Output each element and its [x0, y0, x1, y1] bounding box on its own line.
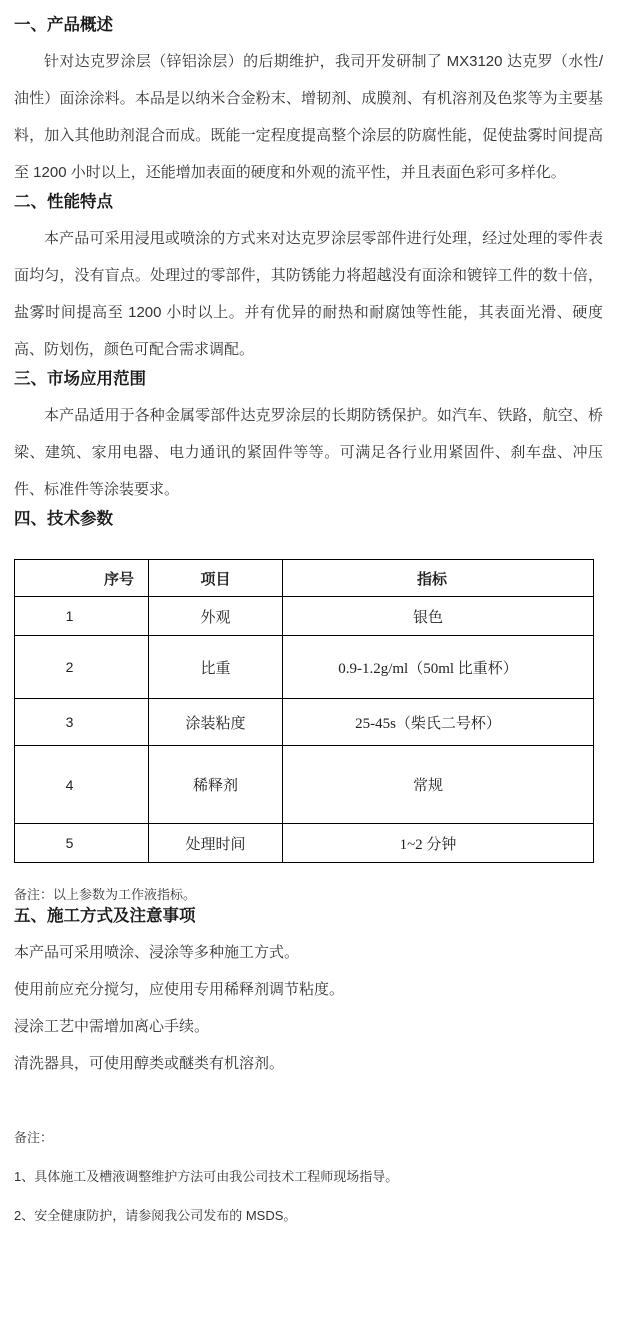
section-1-heading: 一、产品概述	[14, 16, 113, 34]
section-2-paragraph: 本产品可采用浸甩或喷涂的方式来对达克罗涂层零部件进行处理，经过处理的零件表面均匀，没有盲点。处理过的零部件，其防锈能力将超越没有面涂和镀锌工件的数十倍，盐雾时间提高至 1200 小时以上。并有优异的耐热和耐腐蚀等性能，其表面光滑、硬度高、防划伤，颜色可配合需求调配。	[14, 230, 603, 358]
table-cell: 银色	[283, 597, 594, 636]
table-note: 备注：以上参数为工作液指标。	[14, 887, 197, 902]
section-5-line: 本产品可采用喷涂、浸涂等多种施工方式。	[14, 944, 300, 961]
section-3-heading: 三、市场应用范围	[14, 370, 146, 388]
table-header-spec: 指标	[283, 560, 594, 597]
section-4-heading: 四、技术参数	[14, 510, 113, 528]
table-cell: 0.9-1.2g/ml（50ml 比重杯）	[283, 636, 594, 699]
remark-item: 1、具体施工及槽液调整维护方法可由我公司技术工程师现场指导。	[14, 1169, 399, 1184]
table-cell: 4	[15, 746, 149, 824]
table-cell: 5	[15, 824, 149, 863]
table-cell: 涂装粘度	[149, 699, 283, 746]
remark-item: 2、安全健康防护，请参阅我公司发布的 MSDS。	[14, 1208, 297, 1223]
table-header-item: 项目	[149, 560, 283, 597]
table-row	[15, 699, 594, 746]
table-row	[15, 636, 594, 699]
remarks-title: 备注：	[14, 1130, 54, 1145]
table-cell: 处理时间	[149, 824, 283, 863]
section-3-paragraph: 本产品适用于各种金属零部件达克罗涂层的长期防锈保护。如汽车、铁路，航空、桥梁、建筑、家用电器、电力通讯的紧固件等等。可满足各行业用紧固件、刹车盘、冲压件、标准件等涂装要求。	[14, 407, 603, 498]
tech-params-table	[14, 559, 594, 863]
section-2-heading: 二、性能特点	[14, 193, 113, 211]
table-header-row	[15, 560, 594, 597]
table-cell: 25-45s（柴氏二号杯）	[283, 699, 594, 746]
table-row	[15, 824, 594, 863]
table-cell: 比重	[149, 636, 283, 699]
table-cell: 1~2 分钟	[283, 824, 594, 863]
section-5-line: 清洗器具，可使用醇类或醚类有机溶剂。	[14, 1055, 285, 1072]
section-5-heading: 五、施工方式及注意事项	[14, 907, 196, 925]
table-cell: 2	[15, 636, 149, 699]
section-1-paragraph: 针对达克罗涂层（锌铝涂层）的后期维护，我司开发研制了 MX3120 达克罗（水性/油性）面涂涂料。本品是以纳米合金粉末、增韧剂、成膜剂、有机溶剂及色浆等为主要基料，加入其他助剂混合而成。既能一定程度提高整个涂层的防腐性能，促使盐雾时间提高至 1200 小时以上，还能增加表面的硬度和外观的流平性，并且表面色彩可多样化。	[14, 53, 603, 181]
section-5-line: 使用前应充分搅匀，应使用专用稀释剂调节粘度。	[14, 981, 345, 998]
table-cell: 1	[15, 597, 149, 636]
table-header-seq: 序号	[15, 560, 149, 597]
table-cell: 稀释剂	[149, 746, 283, 824]
table-cell: 常规	[283, 746, 594, 824]
table-cell: 外观	[149, 597, 283, 636]
table-row	[15, 597, 594, 636]
section-5-line: 浸涂工艺中需增加离心手续。	[14, 1018, 210, 1035]
table-cell: 3	[15, 699, 149, 746]
table-row	[15, 746, 594, 824]
